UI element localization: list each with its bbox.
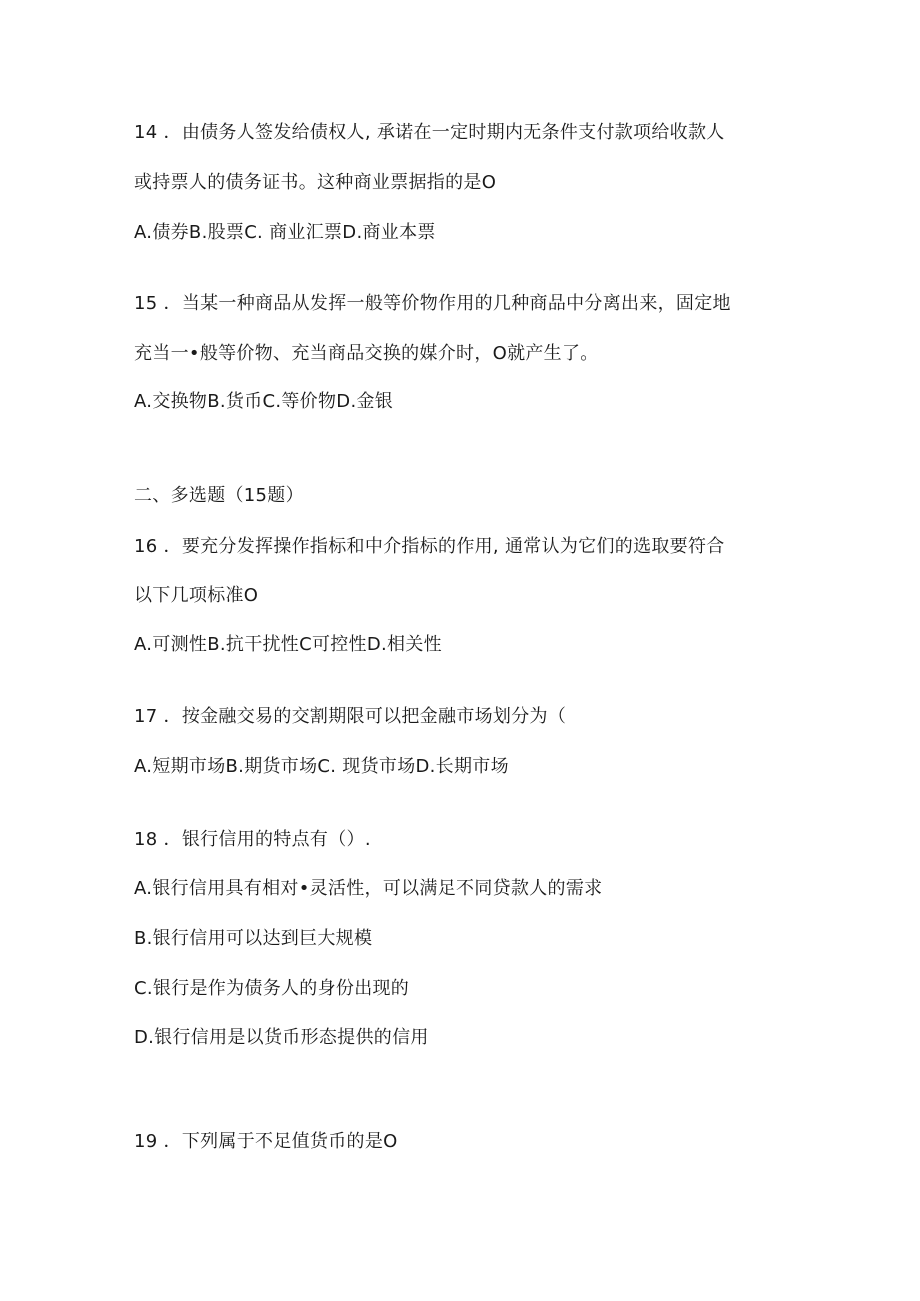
question-17-options: A.短期市场B.期货市场C. 现货市场D.长期市场: [134, 756, 509, 777]
question-15-stem-line-1: 15 ．当某一种商品从发挥一般等价物作用的几种商品中分离出来，固定地: [134, 293, 731, 314]
question-16-stem-line-1: 16 ．要充分发挥操作指标和中介指标的作用, 通常认为它们的选取要符合: [134, 536, 725, 557]
question-18-stem-line-1: 18 ．银行信用的特点有（）.: [134, 829, 371, 850]
question-18-option-c: C.银行是作为债务人的身份出现的: [134, 978, 410, 999]
question-16-options: A.可测性B.抗干扰性C可控性D.相关性: [134, 634, 442, 655]
question-18-option-d: D.银行信用是以货币形态提供的信用: [134, 1027, 429, 1048]
question-18-option-a: A.银行信用具有相对•灵活性，可以满足不同贷款人的需求: [134, 878, 603, 899]
question-18-option-b: B.银行信用可以达到巨大规模: [134, 928, 373, 949]
section-heading-multiple-choice: 二、多选题（15题）: [134, 485, 304, 506]
question-15-stem-line-2: 充当一•般等价物、充当商品交换的媒介时，O就产生了。: [134, 343, 599, 364]
question-16-stem-line-2: 以下几项标准O: [134, 585, 259, 606]
question-14-stem-line-1: 14 ．由债务人签发给债权人, 承诺在一定时期内无条件支付款项给收款人: [134, 122, 725, 143]
question-15-options: A.交换物B.货币C.等价物D.金银: [134, 391, 394, 412]
question-14-options: A.债券B.股票C. 商业汇票D.商业本票: [134, 222, 436, 243]
question-14-stem-line-2: 或持票人的债务证书。这种商业票据指的是O: [134, 172, 497, 193]
question-19-stem-line-1: 19 ．下列属于不足值货币的是O: [134, 1131, 398, 1152]
question-17-stem-line-1: 17 ．按金融交易的交割期限可以把金融市场划分为（: [134, 706, 567, 727]
